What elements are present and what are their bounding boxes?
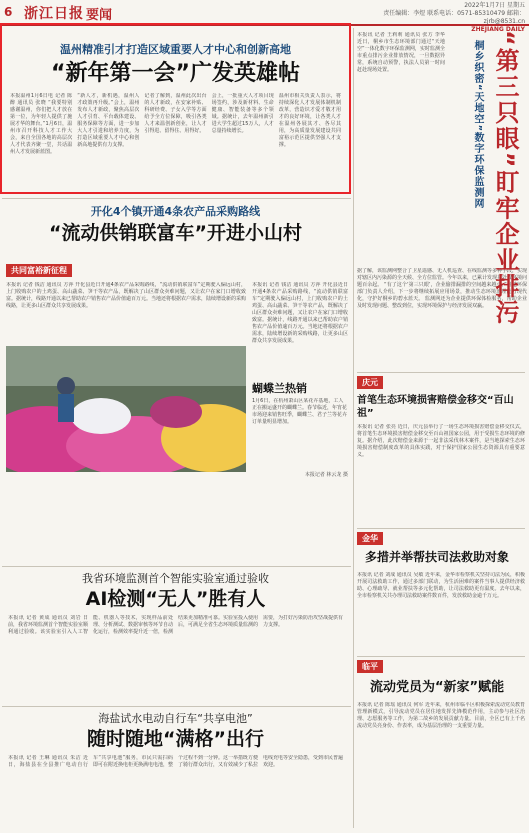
divider [2, 566, 351, 567]
lead-story-highlight[interactable] [0, 23, 351, 194]
ai-kicker: 我省环境监测首个智能实验室通过验收 [82, 572, 269, 585]
lead-kicker: 温州精准引才打造区域重要人才中心和创新高地 [60, 43, 291, 56]
photo-label: 蝴蝶兰热销 [252, 382, 307, 395]
lead-body-col: 本报温州1月6日电 记者 陈醉 通讯员 张晓 “我要特别感谢温州，你们把人才放在第一位，为年轻人提供了施展才华的舞台。”1月6日，温州市召开科技人才工作大会，来自全国各地的高层次人才代表齐聚一堂，共话温州人才发展新蓝图。 [10, 93, 73, 155]
sidebar-kicker: 桐乡织密“天地空”数字环保监测网 [472, 40, 483, 210]
bus-kicker: 开化4个镇开通4条农产品采购路线 [90, 205, 261, 218]
bus-body-cont: 本报讯 记者 钱洁 通讯员 方萍 开化县近日开通4条农产品采购路线，“流动供销联富车”定期驶入偏远山村，上门收购农户的土鸡蛋、高山蔬菜、笋干等农产品，既解决了山区群众卖难问题，又让农户在家门口增收致富。据统计，线路开通以来已帮助农户销售农产品价值逾百万元。当地还将根据农户需求，陆续增设新的采购线路，让更多山区群众共享发展成果。 [252, 282, 348, 344]
topic-tag: 共同富裕新征程 [6, 264, 72, 277]
bus-headline: “流动供销联富车”开进小山村 [49, 222, 302, 244]
battery-kicker: 海盐试水电动自行车“共享电池” [98, 712, 253, 725]
region-tag-linping: 临平 [357, 660, 383, 673]
ai-body: 本报讯 记者 黄成 通讯员 刘岩 日前，我省环境监测首个智能实验室顺利通过验收。该实验室引入人工智能、机器人等技术，实现样品前处理、分析测试、数据审核等环节自动化运行，检测效率提升近一倍，检测结果更加精准可靠。实验室投入使用后，可满足全省生态环境质量监测的需要，为打好污染防治攻坚战提供有力支撑。 [8, 615, 343, 635]
bus-story [8, 203, 343, 245]
divider [2, 198, 351, 199]
editor-line: 责任编辑：李煜 联系电话：0571-85310479 邮箱：zjrb@8531.cn [383, 10, 525, 25]
party-headline: 流动党员为“新家”赋能 [370, 680, 505, 695]
battery-headline: 随时随地“满格”出行 [87, 728, 264, 750]
battery-body: 本报讯 记者 王琳 通讯员 朱洁 近日，海盐县在全县推广电动自行车“共享电池”服务，市民只需扫码即可在附近换电柜更换满电电池，整个过程不到一分钟。这一举措既方便了骑行群众出行，又有效减少了私拉电线充电等安全隐患，受到市民普遍欢迎。 [8, 755, 343, 768]
lead-headline: “新年第一会”广发英雄帖 [51, 61, 300, 86]
orchid-photo [6, 346, 246, 472]
ai-story [8, 570, 343, 693]
sidebar-body-col: 监测网还为企业提供环保体检服务，帮助企业及时发现问题、整改到位，实现环境保护与经济发展双赢。 [357, 296, 527, 309]
english-title: ZHEJIANG DAILY [471, 26, 525, 33]
orchid-photo-illustration [6, 346, 246, 472]
region-tag-qingyuan: 庆元 [357, 376, 383, 389]
region-tag-jinhua: 金华 [357, 532, 383, 545]
paper-name: 浙江日报 [24, 6, 84, 22]
lead-story [10, 41, 341, 197]
bus-body: 本报讯 记者 钱洁 通讯员 方萍 开化县近日开通4条农产品采购路线，“流动供销联富车”定期驶入偏远山村，上门收购农户的土鸡蛋、高山蔬菜、笋干等农产品，既解决了山区群众卖难问题，又让农户在家门口增收致富。据统计，线路开通以来已帮助农户销售农产品价值逾百万元。当地还将根据农户需求，陆续增设新的采购线路，让更多山区群众共享发展成果。 [6, 282, 246, 309]
photo-credit: 本报记者 林云龙 摄 [304, 472, 348, 478]
sidebar-body-col: 据了解，该监测网整合了卫星遥感、无人机巡查、在线监测等多种手段，实现对辖区内污染源的全天候、全方位监管。今年以来，已累计发现并处置环境问题百余起。 [357, 268, 527, 288]
lead-body-col: 会上，一批重大人才项目现场签约，涉及新材料、生命健康、智能装备等多个领域。据统计，去年温州新引进大学生超过15万人，人才总量持续增长。 [211, 93, 274, 134]
sidebar-body [357, 32, 445, 262]
party-body: 本报讯 记者 陈瑶 通讯员 何军 近年来，杭州市临平区积极探索流动党员教育管理新模式，引导流动党员在居住地发挥先锋模范作用，主动参与社区治理、志愿服务等工作，为第二故乡的发展贡献力量。目前，全区已有上千名流动党员亮身份、作表率，成为基层治理的一支重要力量。 [357, 702, 525, 729]
sidebar-body-col: “有了这个‘第三只眼’，企业偷排漏排的空间越来越小。”当地环保部门负责人介绍，下一步将继续拓展应用场景，推动生态环境治理能力现代化，守护好桐乡的碧水蓝天。 [357, 282, 527, 302]
column-divider [353, 28, 354, 828]
divider [2, 706, 351, 707]
divider [357, 528, 525, 529]
lead-body-col: “新人才，新机遇，温州人才政策再升级。”会上，温州发布人才新政，聚焦高层次人才引育、平台载体建设、服务保障等方面，进一步加大人才引进和培养力度，为打造区域重要人才中心和创新高地提供有力支撑。 [77, 93, 140, 148]
date-line: 2022年1月7日 星期五 [464, 2, 525, 9]
divider [357, 656, 525, 657]
lead-body-col: 记者了解到，温州此次出台的人才新政，在安家补贴、科研经费、子女入学等方面给予全方位保障，吸引各类人才来温创新创业，让人才引得进、留得住、用得好。 [144, 93, 207, 134]
photo-caption: 1月6日，在杭州萧山区某花卉基地，工人正在搬运盛开的蝴蝶兰。春节临近，年宵花市场迎来销售旺季，蝴蝶兰、君子兰等花卉订单量明显增加。 [252, 398, 348, 425]
page-number: 6 [4, 5, 13, 19]
ai-headline: AI检测“无人”胜有人 [85, 588, 266, 610]
law-body: 本报讯 记者 刘成 通讯员 吴敏 近年来，金华市检察机关坚持司法为民，积极开展司法救助工作，通过多部门联动，为生活困难的案件当事人提供经济救助、心理疏导、就业帮扶等多元化帮助，让司法救助更有温度。去年以来，全市检察机关共办理司法救助案件数百件，发放救助金逾千万元。 [357, 572, 525, 599]
lead-body-col: 温州市相关负责人表示，将持续深化人才发展体制机制改革，营造识才爱才敬才用才的良好环境，让各类人才在温州各展其才、各尽其用，为高质量发展建设共同富裕示范区提供坚强人才支撑。 [278, 93, 342, 148]
law-headline: 多措并举帮扶司法救助对象 [365, 550, 510, 564]
sidebar-headline: “第三只眼”盯牢企业排污 [491, 30, 519, 326]
env-headline: 首笔生态环境损害赔偿金移交“百山祖” [357, 395, 514, 419]
env-body: 本报讯 记者 张亮 近日，庆元县举行了一场生态环境损害赔偿金移交仪式，将首笔生态环境损害赔偿金移交至百山祖国家公园，用于受损生态环境的修复。据介绍，此次赔偿金来源于一起非法采伐林木案件，是当地探索生态环境损害赔偿制度改革的具体实践，对于保护国家公园生态资源具有重要意义。 [357, 424, 525, 458]
battery-story [8, 710, 343, 833]
section-title: 要闻 [86, 8, 113, 23]
sidebar-body-col: 本报讯 记者 王莉莉 通讯员 张方 李华 近日，桐乡市生态环境部门通过“天地空”一体化数字环保监测网，实时监测全市重点排污企业排放情况，一旦数据异常，系统自动预警，执法人员第一时间赶赴现场处置。 [357, 32, 445, 73]
lead-body [10, 93, 341, 197]
divider [357, 372, 525, 373]
